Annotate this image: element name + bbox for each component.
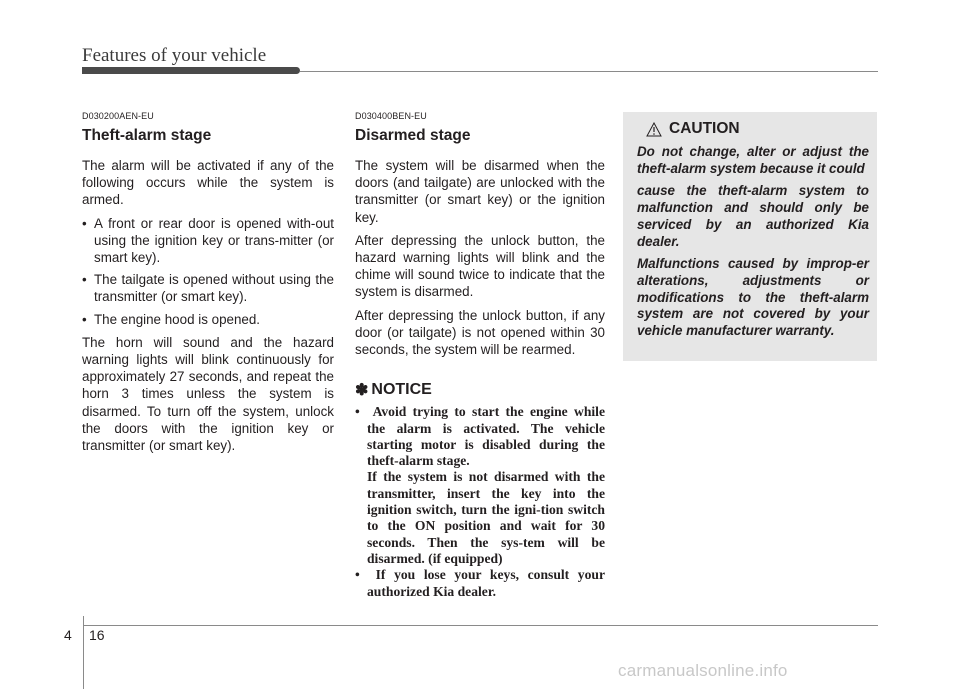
- list-item: • The engine hood is opened.: [82, 311, 334, 328]
- page-header-title: Features of your vehicle: [82, 45, 267, 66]
- header-accent-bar: [82, 67, 300, 74]
- theft-alarm-section: [82, 111, 334, 460]
- list-item: [355, 404, 605, 567]
- list-item: • A front or rear door is opened with-out using the ignition key or trans-mitter (or smart key).: [82, 215, 334, 267]
- notice-text: If you lose your keys, consult your authorized Kia dealer.: [367, 567, 605, 599]
- section-heading: Theft-alarm stage: [82, 127, 212, 144]
- header-rule: [300, 71, 878, 72]
- warning-triangle-icon: [646, 122, 662, 137]
- body-paragraph: The system will be disarmed when the doors (and tailgate) are unlocked with the transmitter (or smart key) or the ignition key.: [355, 158, 605, 225]
- caution-paragraph: cause the theft-alarm system to malfunction and should only be serviced by an authorized Kia dealer.: [637, 183, 869, 249]
- caution-heading: [646, 120, 869, 138]
- disarmed-section: [355, 111, 605, 600]
- section-code: D030200AEN-EU: [82, 111, 154, 121]
- intro-paragraph: The alarm will be activated if any of the following occurs while the system is armed.: [82, 158, 334, 208]
- section-heading: Disarmed stage: [355, 127, 471, 144]
- body-paragraph: The horn will sound and the hazard warning lights will blink continuously for approximately 27 seconds, and repeat the horn 3 times unless the system is disarmed. To turn off the system, unlock the doors with the ignition key or transmitter (or smart key).: [82, 334, 334, 454]
- caution-paragraph: Do not change, alter or adjust the theft-alarm system because it could: [637, 144, 869, 176]
- page-number: 16: [89, 627, 105, 643]
- footer-rule: [83, 625, 878, 626]
- caution-title: CAUTION: [669, 120, 740, 137]
- caution-box: [623, 112, 877, 361]
- body-paragraph: After depressing the unlock button, if any door (or tailgate) is not opened within 30 seconds, the system will be rearmed.: [355, 307, 605, 358]
- notice-text: If the system is not disarmed with the transmitter, insert the key into the ignition switch, turn the igni-tion switch to the ON position and wait for 30 seconds. Then the sys-tem will be disarmed. (if equipped): [367, 469, 605, 566]
- notice-list: [355, 404, 605, 600]
- notice-text: Avoid trying to start the engine while the alarm is activated. The vehicle starting motor is disabled during the theft-alarm stage.: [367, 404, 605, 469]
- chapter-number: 4: [64, 627, 72, 643]
- asterisk-icon: ✽: [355, 382, 369, 400]
- notice-title: NOTICE: [371, 381, 432, 399]
- trigger-list: [82, 215, 334, 328]
- footer-divider: [83, 616, 84, 689]
- caution-paragraph: Malfunctions caused by improp-er alterations, adjustments or modifications to the theft-alarm system are not covered by your vehicle manufacturer warranty.: [637, 256, 869, 339]
- list-item: • The tailgate is opened without using the transmitter (or smart key).: [82, 271, 334, 305]
- body-paragraph: After depressing the unlock button, the hazard warning lights will blink and the chime will sound twice to indicate that the system is disarmed.: [355, 232, 605, 300]
- watermark: carmanualsonline.info: [618, 661, 788, 680]
- notice-heading: [355, 380, 605, 400]
- section-code: D030400BEN-EU: [355, 111, 427, 121]
- list-item: [355, 567, 605, 600]
